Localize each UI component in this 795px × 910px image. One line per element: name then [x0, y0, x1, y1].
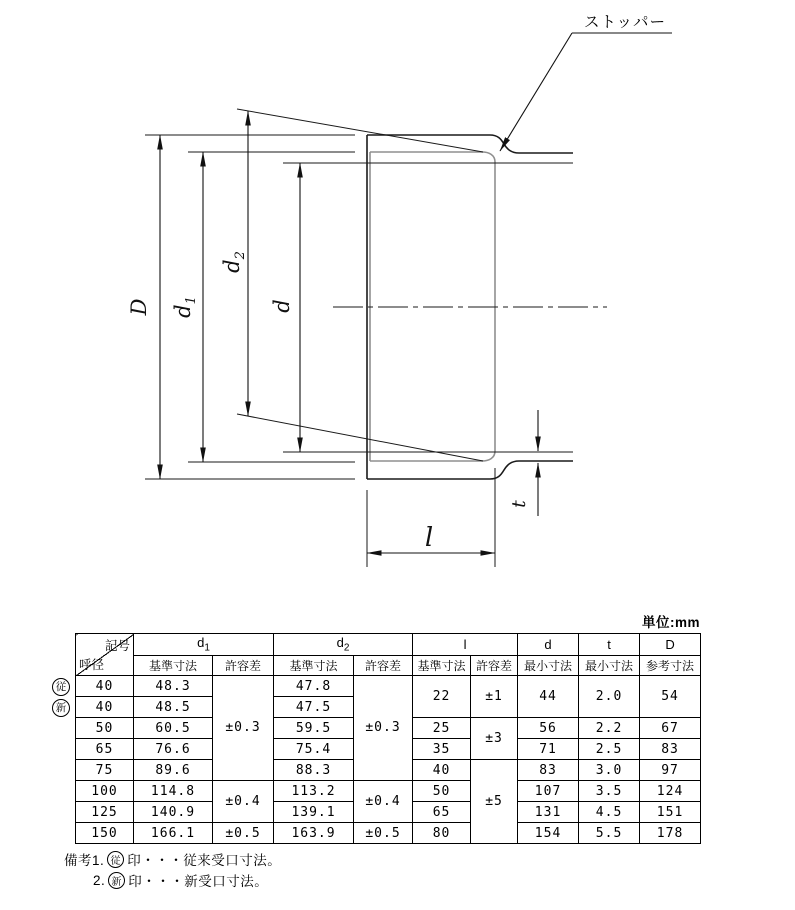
- cell-d: 83: [518, 760, 579, 781]
- cell-d2-tol: ±0.3: [354, 676, 413, 781]
- table-row: [76, 823, 701, 844]
- note-prefix: 備考1.: [64, 853, 105, 868]
- cell-D: 124: [640, 781, 701, 802]
- cell-D: 178: [640, 823, 701, 844]
- subhead-d1-tol: 許容差: [213, 656, 274, 676]
- table-row: [76, 781, 701, 802]
- cell-D: 67: [640, 718, 701, 739]
- cell-d1-tol: ±0.3: [213, 676, 274, 781]
- circled-mark-conventional: 従: [52, 678, 70, 696]
- note-text: 印・・・新受口寸法。: [128, 874, 269, 889]
- socket-outer-bottom: [367, 461, 573, 479]
- col-group-t: t: [579, 634, 640, 656]
- cell-d: 56: [518, 718, 579, 739]
- cell-d2-tol: ±0.4: [354, 781, 413, 823]
- stopper-label: ストッパー: [584, 14, 667, 31]
- subhead-D-ref: 参考寸法: [640, 656, 701, 676]
- cell-size: 75: [76, 760, 134, 781]
- col-group-d1: $d_1$: [134, 634, 274, 656]
- cell-d1: 48.5: [134, 697, 213, 718]
- cell-d1: 114.8: [134, 781, 213, 802]
- dimension-label-l: l: [424, 523, 434, 553]
- cell-d: 44: [518, 676, 579, 718]
- cell-d2: 59.5: [274, 718, 354, 739]
- cell-l-tol: ±1: [471, 676, 518, 718]
- note-text: 印・・・従来受口寸法。: [127, 853, 282, 868]
- stopper-callout: [500, 33, 672, 151]
- cell-l: 80: [413, 823, 471, 844]
- subhead-l-basic: 基準寸法: [413, 656, 471, 676]
- subhead-t-min: 最小寸法: [579, 656, 640, 676]
- subhead-d2-basic: 基準寸法: [274, 656, 354, 676]
- cell-l: 22: [413, 676, 471, 718]
- table-header-row-2: [76, 656, 701, 676]
- dimension-lines: [160, 111, 538, 553]
- cell-d2: 75.4: [274, 739, 354, 760]
- taper-line-bottom: [237, 414, 483, 461]
- subhead-d1-basic: 基準寸法: [134, 656, 213, 676]
- cell-size: 40: [76, 697, 134, 718]
- table-header-row-1: [76, 634, 701, 656]
- corner-header-cell: [76, 634, 134, 676]
- circled-mark-conventional: 従: [107, 851, 124, 868]
- taper-line-top: [237, 109, 483, 152]
- note-line-1: [64, 849, 281, 869]
- cell-l-tol: ±3: [471, 718, 518, 760]
- cell-d2: 113.2: [274, 781, 354, 802]
- cell-l: 40: [413, 760, 471, 781]
- subhead-d2-tol: 許容差: [354, 656, 413, 676]
- cell-l: 65: [413, 802, 471, 823]
- cell-d2-tol: ±0.5: [354, 823, 413, 844]
- extension-lines: [145, 109, 573, 567]
- cell-D: 83: [640, 739, 701, 760]
- socket-dimension-table: [75, 633, 701, 844]
- cell-l: 25: [413, 718, 471, 739]
- cell-t: 2.0: [579, 676, 640, 718]
- cell-d1: 166.1: [134, 823, 213, 844]
- cell-D: 54: [640, 676, 701, 718]
- socket-outer-top: [367, 135, 573, 153]
- cell-size: 150: [76, 823, 134, 844]
- col-group-d: d: [518, 634, 579, 656]
- cell-l: 35: [413, 739, 471, 760]
- cell-t: 2.5: [579, 739, 640, 760]
- cell-l-tol: ±5: [471, 760, 518, 844]
- note-line-2: [93, 870, 268, 890]
- cell-t: 4.5: [579, 802, 640, 823]
- cell-d: 154: [518, 823, 579, 844]
- dimension-label-d1: $d_1$: [171, 296, 199, 318]
- cell-d2: 88.3: [274, 760, 354, 781]
- cell-d1: 89.6: [134, 760, 213, 781]
- note-prefix: 2.: [93, 872, 106, 888]
- cell-d: 107: [518, 781, 579, 802]
- cell-d: 131: [518, 802, 579, 823]
- cell-d2: 47.5: [274, 697, 354, 718]
- cell-D: 97: [640, 760, 701, 781]
- corner-label-size: 呼径: [79, 658, 105, 672]
- cell-t: 2.2: [579, 718, 640, 739]
- cell-d1: 76.6: [134, 739, 213, 760]
- cell-d1: 140.9: [134, 802, 213, 823]
- cell-d1: 48.3: [134, 676, 213, 697]
- cell-d2: 139.1: [274, 802, 354, 823]
- cell-size: 40: [76, 676, 134, 697]
- unit-label: 単位:mm: [641, 615, 700, 630]
- dimension-label-t: t: [508, 500, 530, 508]
- subhead-l-tol: 許容差: [471, 656, 518, 676]
- dimension-label-d: d: [270, 299, 294, 313]
- cell-size: 50: [76, 718, 134, 739]
- cell-size: 100: [76, 781, 134, 802]
- col-group-d2: $d_2$: [274, 634, 413, 656]
- cell-t: 3.5: [579, 781, 640, 802]
- cell-t: 3.0: [579, 760, 640, 781]
- subhead-d-min: 最小寸法: [518, 656, 579, 676]
- cell-d1: 60.5: [134, 718, 213, 739]
- cell-l: 50: [413, 781, 471, 802]
- cell-size: 65: [76, 739, 134, 760]
- cell-D: 151: [640, 802, 701, 823]
- table-row: [76, 676, 701, 697]
- cell-d1-tol: ±0.5: [213, 823, 274, 844]
- col-group-l: l: [413, 634, 518, 656]
- stopper-leader: [500, 33, 572, 151]
- dimension-label-D: D: [127, 298, 151, 316]
- cell-t: 5.5: [579, 823, 640, 844]
- dimension-label-d2: $d_2$: [220, 251, 248, 273]
- col-group-D: D: [640, 634, 701, 656]
- circled-mark-new: 新: [108, 872, 125, 889]
- cell-d1-tol: ±0.4: [213, 781, 274, 823]
- cell-d2: 47.8: [274, 676, 354, 697]
- cell-size: 125: [76, 802, 134, 823]
- cell-d: 71: [518, 739, 579, 760]
- corner-label-symbol: 記号: [104, 639, 130, 653]
- cell-d2: 163.9: [274, 823, 354, 844]
- circled-mark-new: 新: [52, 699, 70, 717]
